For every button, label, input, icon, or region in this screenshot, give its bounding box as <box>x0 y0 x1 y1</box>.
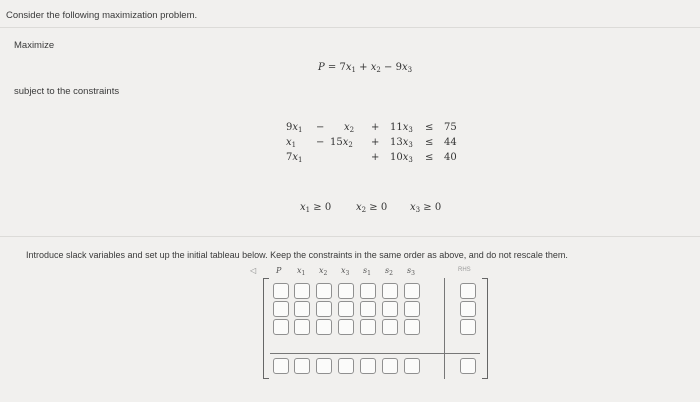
tableau-cell-input[interactable] <box>294 301 310 317</box>
tableau-cell-input[interactable] <box>382 319 398 335</box>
tableau-cell-input[interactable] <box>338 358 354 374</box>
tableau-cell-input[interactable] <box>360 283 376 299</box>
objective-lhs: P <box>318 62 325 73</box>
tableau-cell-input[interactable] <box>404 301 420 317</box>
tableau-cell-input[interactable] <box>460 319 476 335</box>
tableau-cell-input[interactable] <box>273 319 289 335</box>
objective-function: $P = 7x_1 + x_2 - 9x_3$ <box>318 62 413 74</box>
constraint-row: $9x_1$ <box>286 122 303 134</box>
augment-line <box>444 278 445 379</box>
tableau-col-header: $s_3$ <box>407 266 415 277</box>
tableau-cell-input[interactable] <box>360 358 376 374</box>
intro-text: Consider the following maximization problem. <box>6 10 198 21</box>
tableau-cell-input[interactable] <box>294 319 310 335</box>
tableau-cell-input[interactable] <box>382 283 398 299</box>
tableau-cell-input[interactable] <box>360 301 376 317</box>
tableau-cell-input[interactable] <box>460 283 476 299</box>
tableau <box>248 264 510 384</box>
tableau-cell-input[interactable] <box>273 283 289 299</box>
tableau-cell-input[interactable] <box>338 283 354 299</box>
tableau-cell-input[interactable] <box>404 283 420 299</box>
objective-separator <box>270 353 480 354</box>
tableau-cell-input[interactable] <box>360 319 376 335</box>
tableau-col-header: $x_2$ <box>319 266 328 277</box>
pointer-icon: ◁ <box>250 266 257 275</box>
tableau-cell-input[interactable] <box>316 358 332 374</box>
maximize-label: Maximize <box>14 40 55 51</box>
right-bracket <box>482 278 488 379</box>
tableau-cell-input[interactable] <box>382 358 398 374</box>
tableau-cell-input[interactable] <box>338 301 354 317</box>
tableau-col-header: $s_1$ <box>363 266 371 277</box>
tableau-cell-input[interactable] <box>294 358 310 374</box>
tableau-cell-input[interactable] <box>273 358 289 374</box>
tableau-cell-input[interactable] <box>316 301 332 317</box>
tableau-cell-input[interactable] <box>404 358 420 374</box>
tableau-cell-input[interactable] <box>460 358 476 374</box>
nonneg-x2: $x_2 \ge 0$ <box>356 202 388 214</box>
tableau-col-header: P <box>276 266 282 275</box>
divider <box>0 27 700 28</box>
tableau-cell-input[interactable] <box>460 301 476 317</box>
tableau-cell-input[interactable] <box>294 283 310 299</box>
subject-to-label: subject to the constraints <box>14 86 120 97</box>
tableau-cell-input[interactable] <box>316 283 332 299</box>
tableau-col-header: $x_1$ <box>297 266 306 277</box>
left-bracket <box>263 278 269 379</box>
tableau-col-header: $x_3$ <box>341 266 350 277</box>
constraint-row: $7x_1$ <box>286 152 303 164</box>
tableau-cell-input[interactable] <box>338 319 354 335</box>
nonneg-x3: $x_3 \ge 0$ <box>410 202 442 214</box>
divider <box>0 236 700 237</box>
tableau-col-header: $s_2$ <box>385 266 393 277</box>
instruction-text: Introduce slack variables and set up the initial tableau below. Keep the constraints in the same order as above, and do not rescale them. <box>26 250 568 260</box>
tableau-cell-input[interactable] <box>404 319 420 335</box>
tableau-cell-input[interactable] <box>273 301 289 317</box>
tableau-cell-input[interactable] <box>382 301 398 317</box>
tableau-cell-input[interactable] <box>316 319 332 335</box>
nonneg-x1: $x_1 \ge 0$ <box>300 202 332 214</box>
rhs-header: RHS <box>458 267 471 273</box>
constraint-row: $x_1$ <box>286 137 297 149</box>
